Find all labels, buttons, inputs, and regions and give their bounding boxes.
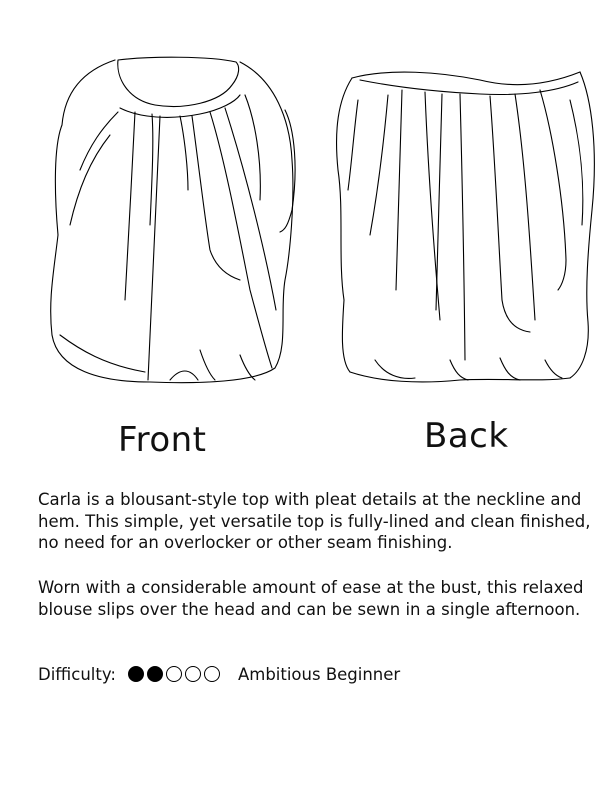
difficulty-rating [128, 666, 220, 682]
front-sketch [40, 50, 310, 390]
difficulty-dot-icon [204, 666, 220, 682]
difficulty-dot-icon [185, 666, 201, 682]
description-paragraph-1: Carla is a blousant-style top with pleat details at the neckline and hem. This simple, yet versatile top is fully-lined and clean finished, no need for an overlocker or other seam finishing. [38, 490, 591, 552]
difficulty-dot-icon [147, 666, 163, 682]
difficulty-text: Ambitious Beginner [237, 664, 401, 684]
difficulty-dot-icon [166, 666, 182, 682]
difficulty-row [38, 662, 400, 686]
description-paragraph-2: Worn with a considerable amount of ease at the bust, this relaxed blouse slips over the head and can be sewn in a single afternoon. [38, 578, 584, 619]
front-garment-drawing [40, 50, 310, 390]
difficulty-label: Difficulty: [38, 664, 116, 684]
back-garment-drawing [330, 60, 600, 390]
back-sketch [330, 60, 600, 390]
back-label: Back [424, 416, 509, 456]
front-label: Front [118, 420, 207, 460]
difficulty-dot-icon [128, 666, 144, 682]
